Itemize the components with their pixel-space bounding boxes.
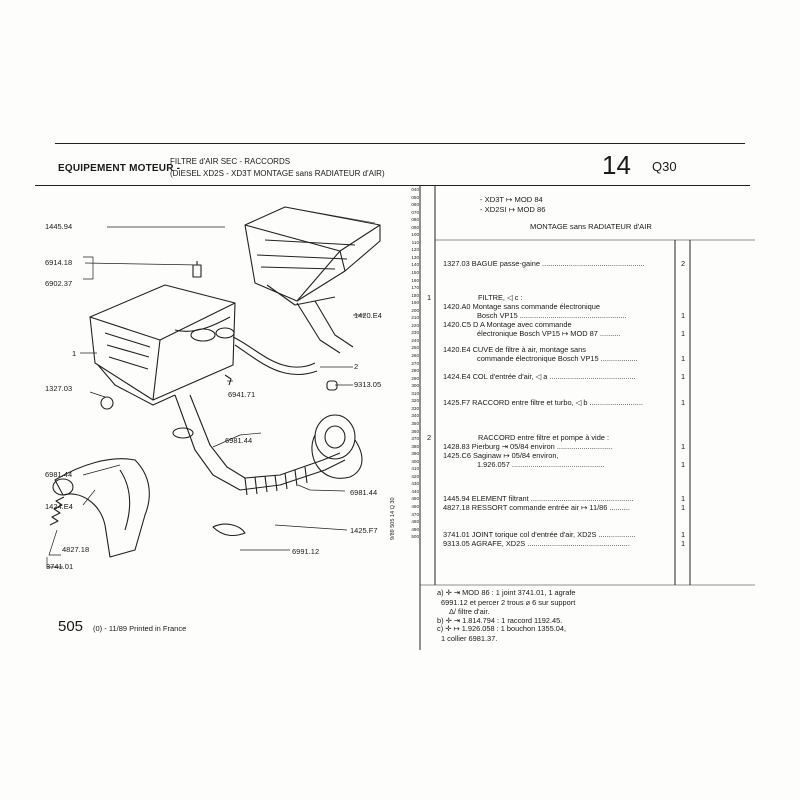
clip-6941-drawing [225,375,231,385]
line-number: 050 [411,194,419,200]
line-number: 200 [411,307,419,313]
side-code: 9/89 505 14 Q 30 [390,497,396,540]
part-quantity: 1 [681,460,686,469]
callout-1424-e4: 1424.E4 [45,502,73,511]
top-rule [55,143,745,144]
part-index: 1 [427,293,432,302]
line-number: 350 [411,420,419,426]
clip-9313-drawing [327,381,337,390]
line-number: 190 [411,300,419,306]
part-row: 1428.83 Pierburg ⇥ 05/84 environ ........................... [443,442,613,451]
turbo-drawing [312,415,362,478]
part-row: commande électronique Bosch VP15 .................. [477,354,638,363]
part-row: 9313.05 AGRAFE, XD2S .................................................. [443,539,630,548]
line-number: 440 [411,488,419,494]
filter-turbo-connector-drawing [173,395,345,495]
part-row: FILTRE, ◁ c : [478,293,523,302]
line-number: 340 [411,413,419,419]
callout-6981-44-b: 6981.44 [45,470,73,479]
line-number: 160 [411,277,419,283]
callout-6902-37: 6902.37 [45,279,73,288]
line-number-column [397,186,419,541]
line-number: 460 [411,503,419,509]
line-number: 420 [411,473,419,479]
line-number: 240 [411,337,419,343]
part-quantity: 1 [681,494,686,503]
part-quantity: 1 [681,398,686,407]
applicability-line-2: - XD2SI ↦ MOD 86 [480,205,546,214]
line-number: 270 [411,360,419,366]
part-quantity: 1 [681,311,686,320]
callout-2: 2 [354,362,359,371]
part-row: 1420.A0 Montage sans commande électronique [443,302,600,311]
line-number: 500 [411,534,419,540]
line-number: 450 [411,496,419,502]
footer-page-number: 505 [58,618,84,635]
line-number: 300 [411,383,419,389]
part-quantity: 1 [681,354,686,363]
line-number: 360 [411,428,419,434]
line-number: 120 [411,247,419,253]
line-number: 400 [411,458,419,464]
part-quantity: 1 [681,329,686,338]
line-number: 310 [411,390,419,396]
callout-6941-71: 6941.71 [228,390,256,399]
line-number: 150 [411,270,419,276]
callout-1: 1 [72,349,77,358]
part-quantity: 1 [681,530,686,539]
clamp-6991-drawing [213,524,245,535]
line-number: 390 [411,451,419,457]
footnote-line: a) ✛ ⇥ MOD 86 : 1 joint 3741.01, 1 agrafe [437,588,576,597]
line-number: 330 [411,405,419,411]
line-number: 080 [411,217,419,223]
part-quantity: 1 [681,442,686,451]
line-number: 070 [411,209,419,215]
callout-1425-f7: 1425.F7 [350,526,378,535]
callout-6981-44-a: 6981.44 [225,436,253,445]
footnote-line: 1 collier 6981.37. [441,634,498,643]
line-number: 180 [411,292,419,298]
footer-print-note: (0) - 11/89 Printed in France [93,624,187,633]
line-number: 230 [411,330,419,336]
applicability-line-1: - XD3T ↦ MOD 84 [480,195,543,204]
footnote-line: b) ✛ ⇥ 1.814.794 : 1 raccord 1192.45. [437,616,563,625]
part-index: 2 [427,433,432,442]
line-number: 130 [411,254,419,260]
callout-1327-03: 1327.03 [45,384,73,393]
air-filter-exploded-diagram [35,185,395,605]
line-number: 100 [411,232,419,238]
element-outlet-duct [297,301,353,353]
line-number: 060 [411,202,419,208]
group-number: 14 [602,150,631,180]
section-title: EQUIPEMENT MOTEUR - [58,163,181,174]
callout-6991-12: 6991.12 [292,547,320,556]
line-number: 290 [411,375,419,381]
line-number: 220 [411,322,419,328]
line-number: 140 [411,262,419,268]
section-mounting-title: MONTAGE sans RADIATEUR d'AIR [530,222,652,231]
footnote-line: Δ/ filtre d'air. [449,607,490,616]
line-number: 110 [411,239,419,245]
footnote-line: 6991.12 et percer 2 trous ⌀ 6 sur support [441,598,576,607]
filter-box-drawing [90,285,235,405]
line-number: 490 [411,526,419,532]
line-number: 480 [411,519,419,525]
line-number: 380 [411,443,419,449]
callout-6914-18: 6914.18 [45,258,73,267]
subtitle-line-1: FILTRE d'AIR SEC - RACCORDS [170,157,291,166]
line-number: 320 [411,398,419,404]
footnote-line: c) ✛ ↦ 1.926.058 : 1 bouchon 1355.04, [437,624,567,633]
bush-1327-drawing [101,397,113,409]
bolt-6914-drawing [193,261,201,277]
part-row: 1424.E4 COL d'entrée d'air, ◁ a .......................................... [443,372,636,381]
line-number: 250 [411,345,419,351]
part-quantity: 1 [681,503,686,512]
line-number: 410 [411,466,419,472]
part-quantity: 2 [681,259,686,268]
filter-element-drawing [245,207,380,305]
line-number: 210 [411,315,419,321]
part-row: électronique Bosch VP15 ↦ MOD 87 .......... [477,329,621,338]
part-quantity: 1 [681,539,686,548]
callout-3741-01: 3741.01 [46,562,74,571]
part-row: 1420.E4 CUVE de filtre à air, montage sans [443,345,586,354]
part-row: 1425.C6 Saginaw ↦ 05/84 environ, [443,451,559,460]
callout-4827-18: 4827.18 [62,545,90,554]
part-row: 1327.03 BAGUE passe-gaine .................................................. [443,259,645,268]
subtitle-line-2: (DIESEL XD2S - XD3T MONTAGE sans RADIATEUR d'AIR) [170,169,385,178]
line-number: 280 [411,368,419,374]
callout-1420-e4: 1420.E4 [354,311,382,320]
part-row: 1425.F7 RACCORD entre filtre et turbo, ◁ b .......................... [443,398,643,407]
part-row: 1420.C5 D A Montage avec commande [443,320,572,329]
part-row: Bosch VP15 .................................................... [477,311,627,320]
callout-9313-05: 9313.05 [354,380,382,389]
line-number: 040 [411,187,419,192]
callout-6981-44-c: 6981.44 [350,488,378,497]
line-number: 470 [411,511,419,517]
part-quantity: 1 [681,372,686,381]
callout-1445-94: 1445.94 [45,222,73,231]
line-number: 090 [411,224,419,230]
part-row: 1445.94 ELEMENT filtrant .................................................. [443,494,634,503]
parts-table-rules [395,185,755,655]
part-row: 3741.01 JOINT torique col d'entrée d'air, XD2S .................. [443,530,636,539]
line-number: 370 [411,436,419,442]
part-row: 1.926.057 ............................................. [477,460,605,469]
line-number: 260 [411,353,419,359]
part-row: RACCORD entre filtre et pompe à vide : [478,433,610,442]
line-number: 430 [411,481,419,487]
page-code: Q30 [652,159,677,174]
part-row: 4827.18 RESSORT commande entrée air ↦ 11/86 .......... [443,503,630,512]
line-number: 170 [411,285,419,291]
